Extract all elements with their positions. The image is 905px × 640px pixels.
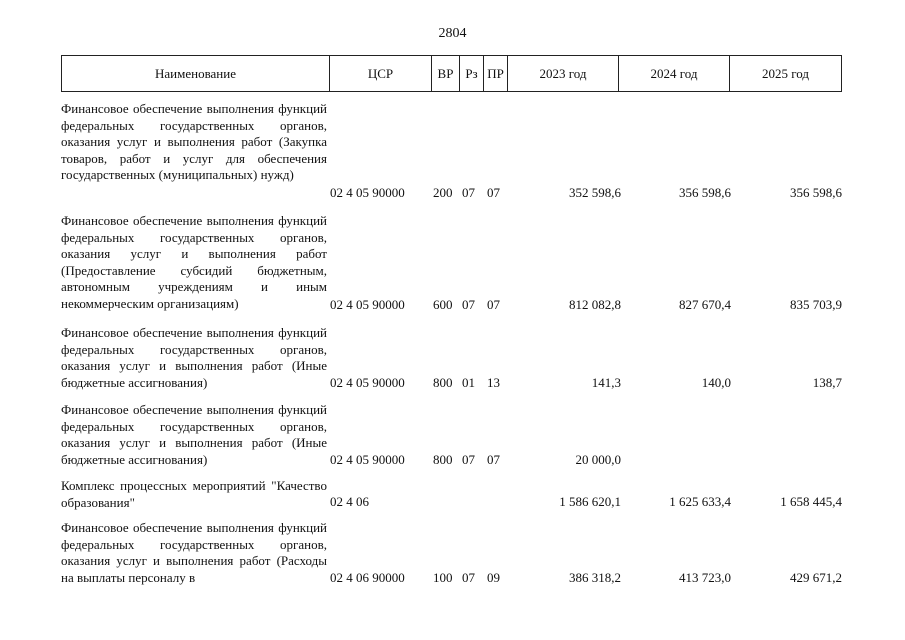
row-vr: 200: [433, 185, 453, 201]
row-csr: 02 4 06: [330, 494, 369, 510]
table-row: [61, 402, 842, 469]
row-pr: 13: [487, 375, 500, 391]
header-2025: 2025 год: [762, 65, 809, 81]
table-row: [61, 101, 842, 202]
header-pr: ПР: [484, 56, 508, 91]
row-2025: 138,7: [812, 375, 842, 391]
row-2023: 352 598,6: [569, 185, 621, 201]
table-row: [61, 325, 842, 392]
row-rz: 07: [462, 570, 475, 586]
row-csr: 02 4 05 90000: [330, 375, 405, 391]
row-name: Финансовое обеспечение выполнения функций федеральных государственных органов, оказания услуг и выполнения работ (Расходы на выплаты персоналу в: [61, 520, 327, 585]
row-pr: 07: [487, 452, 500, 468]
row-vr: 600: [433, 297, 453, 313]
header-rz: Рз: [460, 56, 484, 91]
row-vr: 800: [433, 452, 453, 468]
row-2024: 827 670,4: [679, 297, 731, 313]
row-2023: 141,3: [591, 375, 621, 391]
row-name: Финансовое обеспечение выполнения функций федеральных государственных органов, оказания услуг и выполнения работ (Закупка товаров, работ и услуг для обеспечения государственных (муниципальных) нужд): [61, 101, 327, 183]
row-pr: 07: [487, 185, 500, 201]
table-row: [61, 478, 842, 511]
row-2023: 386 318,2: [569, 570, 621, 586]
row-2025: 835 703,9: [790, 297, 842, 313]
row-name: Финансовое обеспечение выполнения функций федеральных государственных органов, оказания услуг и выполнения работ (Предоставление субсидий бюджетным, автономным учреждениям и иным некоммерческим организациям): [61, 213, 327, 311]
row-vr: 100: [433, 570, 453, 586]
header-vr: ВР: [432, 56, 460, 91]
header-csr: ЦСР: [330, 56, 432, 91]
row-rz: 07: [462, 452, 475, 468]
table-header: [61, 55, 842, 92]
table-row: [61, 520, 842, 587]
page-number: 2804: [438, 26, 467, 41]
row-2024: 140,0: [701, 375, 731, 391]
row-pr: 07: [487, 297, 500, 313]
row-csr: 02 4 05 90000: [330, 185, 405, 201]
header-2024: 2024 год: [619, 56, 730, 91]
table-row: [61, 213, 842, 314]
row-2023: 20 000,0: [575, 452, 621, 468]
row-csr: 02 4 06 90000: [330, 570, 405, 586]
row-csr: 02 4 05 90000: [330, 452, 405, 468]
row-2025: 429 671,2: [790, 570, 842, 586]
row-2024: 356 598,6: [679, 185, 731, 201]
row-rz: 07: [462, 297, 475, 313]
row-csr: 02 4 05 90000: [330, 297, 405, 313]
row-2025: 356 598,6: [790, 185, 842, 201]
row-rz: 07: [462, 185, 475, 201]
row-name: Финансовое обеспечение выполнения функций федеральных государственных органов, оказания услуг и выполнения работ (Иные бюджетные ассигнования): [61, 325, 327, 390]
row-2023: 812 082,8: [569, 297, 621, 313]
row-name: Комплекс процессных мероприятий "Качество образования": [61, 478, 327, 510]
row-pr: 09: [487, 570, 500, 586]
row-name: Финансовое обеспечение выполнения функций федеральных государственных органов, оказания услуг и выполнения работ (Иные бюджетные ассигнования): [61, 402, 327, 467]
row-2025: 1 658 445,4: [780, 494, 842, 510]
header-2023: 2023 год: [508, 56, 619, 91]
row-vr: 800: [433, 375, 453, 391]
row-2023: 1 586 620,1: [559, 494, 621, 510]
header-name: Наименование: [62, 56, 330, 91]
row-rz: 01: [462, 375, 475, 391]
row-2024: 413 723,0: [679, 570, 731, 586]
row-2024: 1 625 633,4: [669, 494, 731, 510]
